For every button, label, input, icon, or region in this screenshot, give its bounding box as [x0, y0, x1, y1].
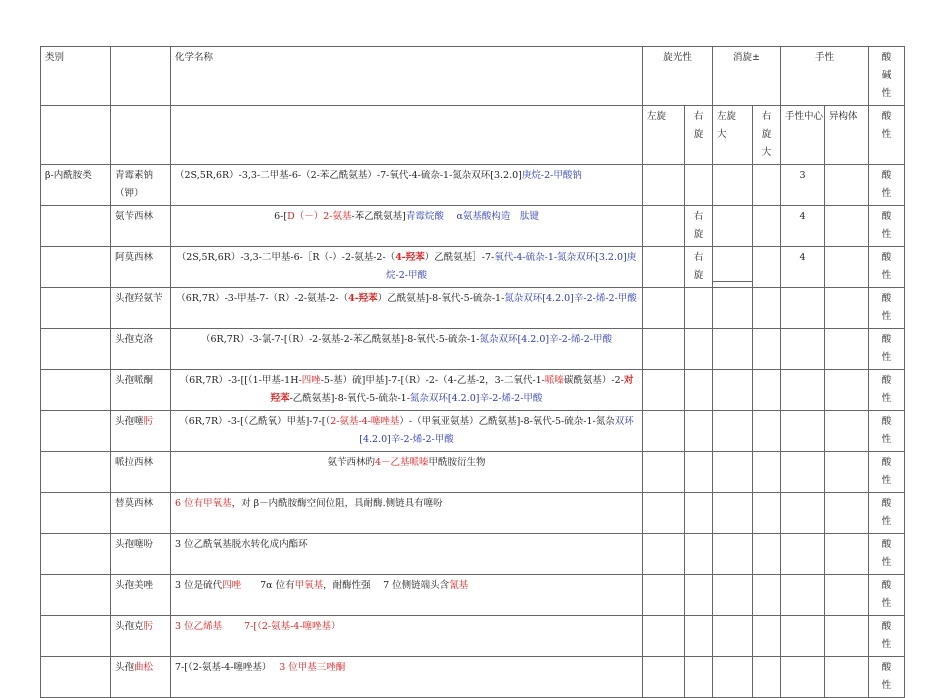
dextro-large-cell	[753, 288, 781, 329]
acidity-cell: 酸性	[869, 493, 905, 534]
category-cell	[41, 452, 111, 493]
acidity-cell: 酸性	[869, 452, 905, 493]
levo-cell	[643, 165, 685, 206]
chemical-name: 3 位乙烯基 7-[（2-氨基-4-噻唑基）	[171, 616, 643, 657]
drug-name: 头孢哌酮	[111, 370, 171, 411]
levo-cell	[643, 206, 685, 247]
table-row	[41, 657, 905, 698]
dextro-cell: 右旋	[685, 206, 713, 247]
isomer-cell	[825, 575, 869, 616]
chemical-name: 6-[D（－）2-氨基-苯乙酰氨基]青霉烷酸 α氨基酸构造 肽键	[171, 206, 643, 247]
isomer-cell	[825, 657, 869, 698]
levo-large-cell	[713, 288, 753, 329]
chiral-center-cell	[781, 657, 825, 698]
header-category: 类别	[41, 47, 111, 106]
subheader-isomer: 异构体	[825, 106, 869, 165]
dextro-cell	[685, 452, 713, 493]
chiral-center-cell: 4	[781, 247, 825, 288]
acidity-cell: 酸性	[869, 329, 905, 370]
category-cell	[41, 247, 111, 288]
acidity-cell: 酸性	[869, 575, 905, 616]
isomer-cell	[825, 206, 869, 247]
dextro-cell	[685, 329, 713, 370]
isomer-cell	[825, 370, 869, 411]
levo-large-cell	[713, 452, 753, 493]
table-row	[41, 411, 905, 452]
category-cell	[41, 493, 111, 534]
levo-large-cell	[713, 206, 753, 247]
category-cell	[41, 206, 111, 247]
drug-name: 头孢美唑	[111, 575, 171, 616]
levo-large-cell	[713, 534, 753, 575]
dextro-large-cell	[753, 370, 781, 411]
chemical-name: （6R,7R）-3-甲基-7-（R）-2-氨基-2-（4-羟苯）乙酰氨基]-8-氧代-5-硫杂-1-氮杂双环[4.2.0]辛-2-烯-2-甲酸	[171, 288, 643, 329]
dextro-large-cell	[753, 493, 781, 534]
chiral-center-cell	[781, 370, 825, 411]
chiral-center-cell	[781, 534, 825, 575]
chiral-center-cell: 3	[781, 165, 825, 206]
chiral-center-cell	[781, 493, 825, 534]
drug-name: 头孢克洛	[111, 329, 171, 370]
table-row	[41, 370, 905, 411]
levo-cell	[643, 247, 685, 288]
drug-name: 氨苄西林	[111, 206, 171, 247]
dextro-large-cell	[753, 206, 781, 247]
subheader-chiral-center: 手性中心	[785, 111, 824, 122]
header-racemic: 消旋±	[713, 47, 781, 106]
table-row	[41, 534, 905, 575]
header-row	[41, 47, 905, 106]
drug-table	[40, 46, 905, 698]
chiral-center-cell	[781, 288, 825, 329]
table-row	[41, 206, 905, 247]
levo-large-cell	[713, 411, 753, 452]
levo-large-cell	[713, 493, 753, 534]
chemical-name: 3 位是硫代四唑 7α 位有甲氧基，耐酶性强 7 位侧链端头含氰基	[171, 575, 643, 616]
dextro-cell: 右旋	[685, 247, 713, 288]
header-chemical-name: 化学名称	[171, 47, 643, 106]
chemical-name: （6R,7R）-3-[（乙酰氧）甲基]-7-[（2-氨基-4-噻唑基）-（甲氧亚氨基）乙酰氨基]-8-氧代-5-硫杂-1-氮杂双环[4.2.0]辛-2-烯-2-甲酸	[171, 411, 643, 452]
drug-name: 阿莫西林	[111, 247, 171, 288]
category-cell	[41, 288, 111, 329]
category-cell	[41, 411, 111, 452]
table-row	[41, 452, 905, 493]
levo-cell	[643, 452, 685, 493]
dextro-large-cell	[753, 616, 781, 657]
chiral-center-cell	[781, 575, 825, 616]
chiral-center-cell	[781, 329, 825, 370]
category-cell	[41, 329, 111, 370]
drug-name: 替莫西林	[111, 493, 171, 534]
levo-cell	[643, 616, 685, 657]
header-acid-base: 酸碱性	[881, 52, 892, 99]
dextro-cell	[685, 575, 713, 616]
levo-large-cell	[713, 247, 753, 288]
subheader-acidity: 酸性	[881, 111, 892, 140]
chemical-name: 6 位有甲氧基，对 β－内酰胺酶空间位阻，具耐酶.侧链具有噻吩	[171, 493, 643, 534]
table-row	[41, 616, 905, 657]
category-cell	[41, 370, 111, 411]
chiral-center-cell	[781, 452, 825, 493]
isomer-cell	[825, 411, 869, 452]
levo-cell	[643, 288, 685, 329]
isomer-cell	[825, 165, 869, 206]
isomer-cell	[825, 329, 869, 370]
levo-cell	[643, 329, 685, 370]
levo-large-cell	[713, 370, 753, 411]
dextro-cell	[685, 165, 713, 206]
drug-name: 头孢曲松	[111, 657, 171, 698]
dextro-large-cell	[753, 575, 781, 616]
subheader-levo: 左旋	[643, 106, 685, 165]
levo-cell	[643, 534, 685, 575]
chemical-name: 7-[（2-氨基-4-噻唑基） 3 位甲基三唑酮	[171, 657, 643, 698]
chemical-name: （2S,5R,6R）-3,3-二甲基-6-（2-苯乙酰氨基）-7-氧代-4-硫杂-1-氮杂双环[3.2.0]庚烷-2-甲酸钠	[171, 165, 643, 206]
dextro-large-cell	[753, 165, 781, 206]
dextro-large-cell	[753, 452, 781, 493]
dextro-large-cell	[753, 534, 781, 575]
table-row	[41, 165, 905, 206]
category-cell	[41, 657, 111, 698]
levo-cell	[643, 411, 685, 452]
category-cell: β-内酰胺类	[41, 165, 111, 206]
levo-large-cell	[713, 575, 753, 616]
isomer-cell	[825, 452, 869, 493]
levo-cell	[643, 493, 685, 534]
dextro-cell	[685, 411, 713, 452]
isomer-cell	[825, 247, 869, 288]
levo-large-cell	[713, 329, 753, 370]
levo-large-cell	[713, 165, 753, 206]
chemical-name: 氨苄西林旳4－乙基哌嗪甲酰胺衍生物	[171, 452, 643, 493]
levo-cell	[643, 370, 685, 411]
acidity-cell: 酸性	[869, 288, 905, 329]
acidity-cell: 酸性	[869, 534, 905, 575]
dextro-cell	[685, 370, 713, 411]
subheader-levo-large: 左旋大	[717, 111, 737, 140]
drug-name: 哌拉西林	[111, 452, 171, 493]
category-cell	[41, 575, 111, 616]
drug-name: 头孢羟氨苄	[111, 288, 171, 329]
dextro-cell	[685, 616, 713, 657]
acidity-cell: 酸性	[869, 616, 905, 657]
chemical-name: （6R,7R）-3-氯-7-[（R）-2-氨基-2-苯乙酰氨基]-8-氧代-5-硫杂-1-氮杂双环[4.2.0]辛-2-烯-2-甲酸	[171, 329, 643, 370]
isomer-cell	[825, 534, 869, 575]
dextro-large-cell	[753, 329, 781, 370]
acidity-cell: 酸性	[869, 411, 905, 452]
header-chirality: 手性	[781, 47, 869, 106]
isomer-cell	[825, 288, 869, 329]
levo-cell	[643, 657, 685, 698]
subheader-dextro-large: 右旋大	[761, 111, 772, 158]
dextro-large-cell	[753, 247, 781, 288]
drug-name: 头孢噻肟	[111, 411, 171, 452]
chemical-name: （2S,5R,6R）-3,3-二甲基-6-［R（-）-2-氨基-2-（4-羟苯）乙酰氨基］-7-氧代-4-硫杂-1-氮杂双环[3.2.0]庚烷-2-甲酸	[171, 247, 643, 288]
subheader-row	[41, 106, 905, 165]
drug-name: 青霉素钠（钾）	[111, 165, 171, 206]
dextro-cell	[685, 493, 713, 534]
acidity-cell: 酸性	[869, 370, 905, 411]
isomer-cell	[825, 616, 869, 657]
chiral-center-cell	[781, 411, 825, 452]
drug-name: 头孢克肟	[111, 616, 171, 657]
chemical-name: 3 位乙酰氧基脱水转化成内酯环	[171, 534, 643, 575]
dextro-large-cell	[753, 411, 781, 452]
table-row	[41, 247, 905, 288]
dextro-large-cell	[753, 657, 781, 698]
levo-large-cell	[713, 616, 753, 657]
category-cell	[41, 616, 111, 657]
acidity-cell: 酸性	[869, 657, 905, 698]
levo-large-cell	[713, 657, 753, 698]
table-row	[41, 288, 905, 329]
acidity-cell: 酸性	[869, 247, 905, 288]
chiral-center-cell: 4	[781, 206, 825, 247]
levo-cell	[643, 575, 685, 616]
chemical-name: （6R,7R）-3-[[（1-甲基-1H-四唑-5-基）硫]甲基]-7-[（R）-2-（4-乙基-2，3-二氧代-1-哌嗪碳酰氨基）-2-对羟苯-乙酰氨基]-8-氧代-5-硫杂-1-氮杂双环[4.2.0]辛-2-烯-2-甲酸	[171, 370, 643, 411]
acidity-cell: 酸性	[869, 206, 905, 247]
dextro-cell	[685, 288, 713, 329]
dextro-cell	[685, 534, 713, 575]
dextro-cell	[685, 657, 713, 698]
isomer-cell	[825, 493, 869, 534]
drug-name: 头孢噻吩	[111, 534, 171, 575]
table-row	[41, 575, 905, 616]
acidity-cell: 酸性	[869, 165, 905, 206]
header-optical: 旋光性	[643, 47, 713, 106]
table-row	[41, 329, 905, 370]
table-row	[41, 493, 905, 534]
category-cell	[41, 534, 111, 575]
subheader-dextro: 右旋	[693, 111, 704, 140]
chiral-center-cell	[781, 616, 825, 657]
